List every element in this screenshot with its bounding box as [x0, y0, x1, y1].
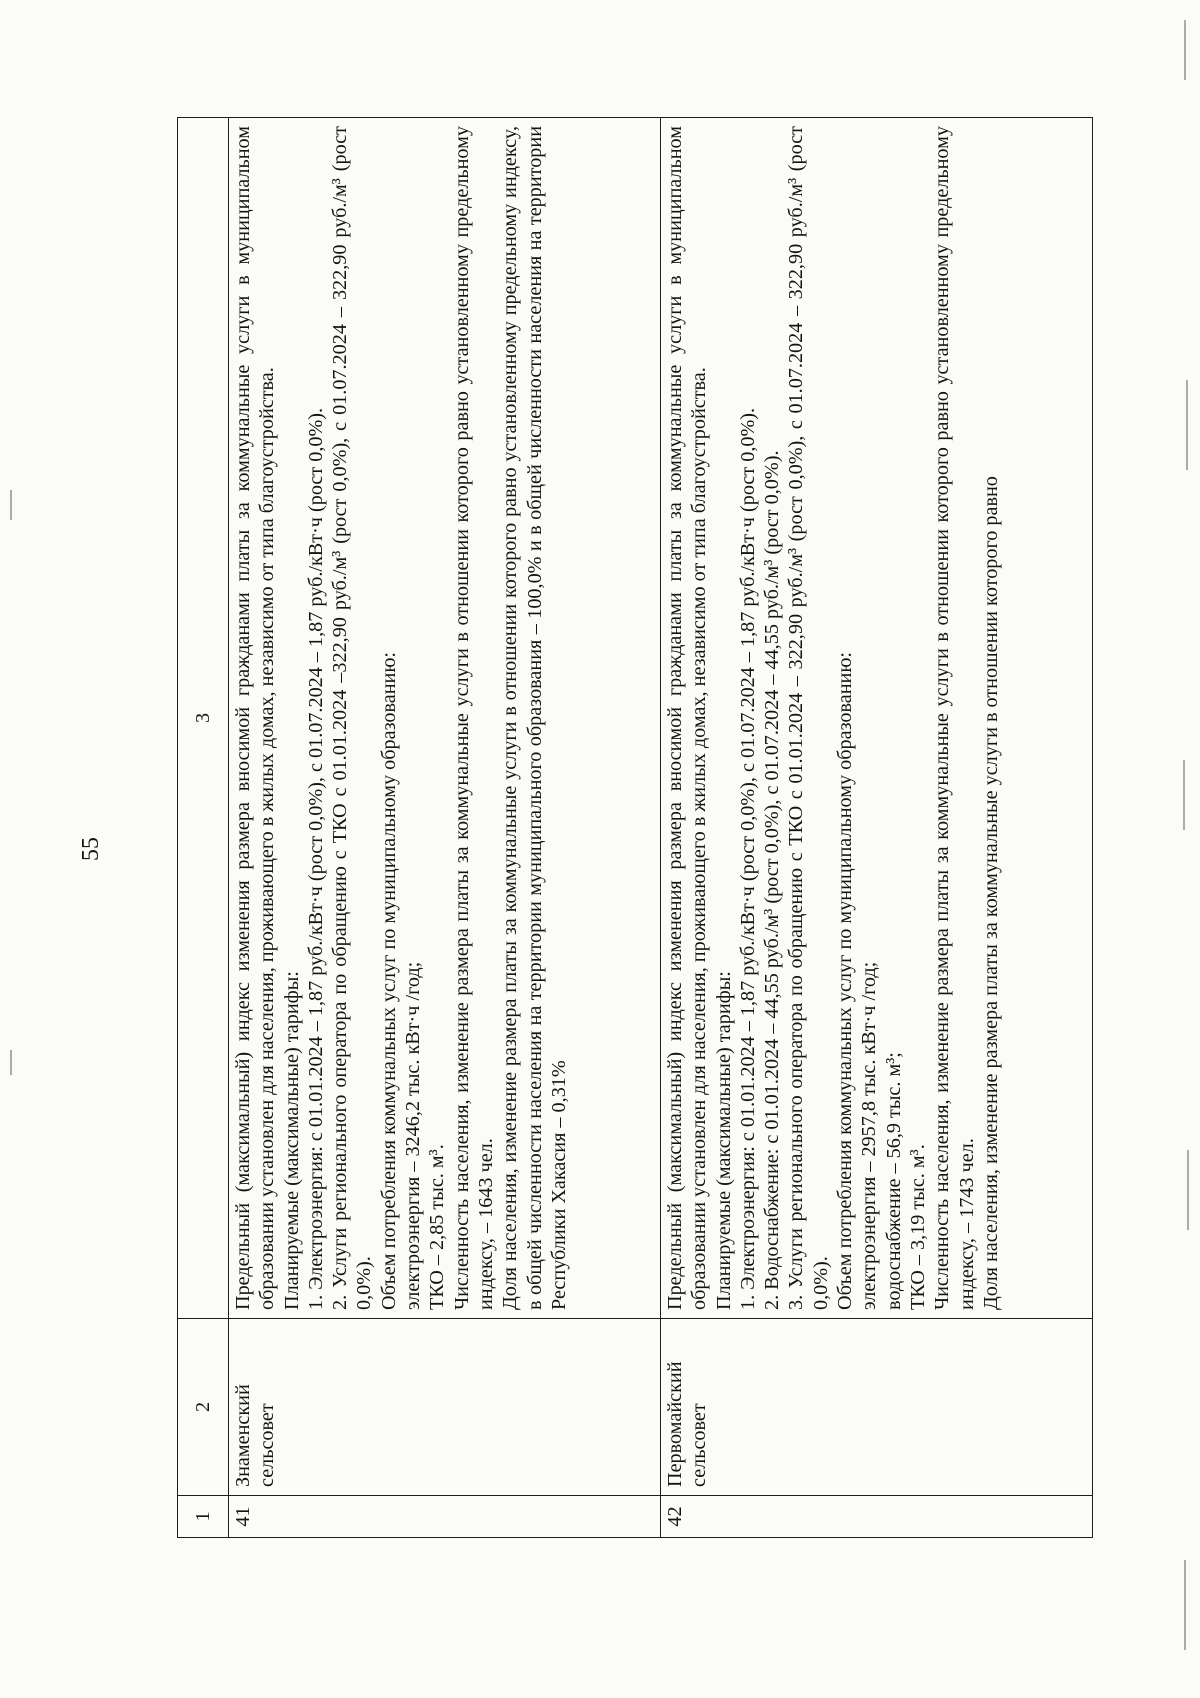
text-line: Объем потребления коммунальных услуг по муниципальному образованию: — [377, 651, 400, 1310]
table-header-row — [178, 118, 229, 1538]
text-line: Предельный (максимальный) индекс изменения размера вносимой гражданами платы за коммунальные услуги в муниципальном образовании установлен для населения, проживающего в жилых домах, независимо от типа благоустройства. — [232, 126, 279, 1310]
municipality-name: Первомайский сельсовет — [661, 1319, 1093, 1496]
text-line: Предельный (максимальный) индекс изменения размера вносимой гражданами платы за коммунальные услуги в муниципальном образовании установлен для населения, проживающего в жилых домах, независимо от типа благоустройства. — [664, 126, 711, 1310]
text-line: Доля населения, изменение размера платы за коммунальные услуги в отношении которого равно установленному предельному индексу, в общей численности населения на территории муниципального образования – 100,0% и в общей численности населения на территории Республики Хакасия – 0,31% — [499, 126, 570, 1310]
text-line: 2. Услуги регионального оператора по обращению с ТКО с 01.01.2024 –322,90 руб./м³ (рост 0,0%), с 01.07.2024 – 322,90 руб./м³ (рост 0,0%). — [329, 126, 376, 1310]
text-line: Доля населения, изменение размера платы за коммунальные услуги в отношении которого равно — [979, 476, 1002, 1310]
text-line: 3. Услуги регионального оператора по обращению с ТКО с 01.01.2024 – 322,90 руб./м³ (рост 0,0%), с 01.07.2024 – 322,90 руб./м³ (рост 0,0%). — [785, 126, 832, 1310]
text-line: 1. Электроэнергия: с 01.01.2024 – 1,87 руб./кВт·ч (рост 0,0%), с 01.07.2024 – 1,87 руб./кВт·ч (рост 0,0%). — [304, 407, 327, 1310]
text-line: Планируемые (максимальные) тарифы: — [280, 971, 303, 1310]
tariff-table — [177, 117, 1093, 1538]
column-header-3: 3 — [178, 118, 229, 1319]
table-row — [661, 118, 1093, 1538]
text-line: ТКО – 3,19 тыс. м³. — [906, 1144, 929, 1310]
text-line: 1. Электроэнергия: с 01.01.2024 – 1,87 руб./кВт·ч (рост 0,0%), с 01.07.2024 – 1,87 руб./кВт·ч (рост 0,0%). — [736, 407, 759, 1310]
row-number: 42 — [661, 1496, 1093, 1538]
column-header-2: 2 — [178, 1319, 229, 1496]
page-number: 55 — [78, 837, 104, 861]
row-description — [229, 118, 661, 1319]
row-number: 41 — [229, 1496, 661, 1538]
text-line: электроэнергия – 2957,8 тыс. кВт·ч /год; — [858, 961, 881, 1310]
text-line: 2. Водоснабжение: с 01.01.2024 – 44,55 руб./м³ (рост 0,0%), с 01.07.2024 – 44,55 руб./м³ (рост 0,0%). — [761, 450, 784, 1310]
table-row — [229, 118, 661, 1538]
municipality-name: Знаменский сельсовет — [229, 1319, 661, 1496]
text-line: Объем потребления коммунальных услуг по муниципальному образованию: — [834, 651, 857, 1310]
text-line: ТКО – 2,85 тыс. м³. — [426, 1144, 449, 1310]
text-line: Численность населения, изменение размера платы за коммунальные услуги в отношении которого равно установленному предельному индексу, – 1743 чел. — [931, 126, 978, 1310]
text-line: электроэнергия – 3246,2 тыс. кВт·ч /год; — [402, 961, 425, 1310]
text-line: Планируемые (максимальные) тарифы: — [712, 971, 735, 1310]
text-line: Численность населения, изменение размера платы за коммунальные услуги в отношении которого равно установленному предельному индексу, – 1643 чел. — [450, 126, 497, 1310]
text-line: водоснабжение – 56,9 тыс. м³; — [882, 1052, 905, 1310]
column-header-1: 1 — [178, 1496, 229, 1538]
row-description — [661, 118, 1093, 1319]
